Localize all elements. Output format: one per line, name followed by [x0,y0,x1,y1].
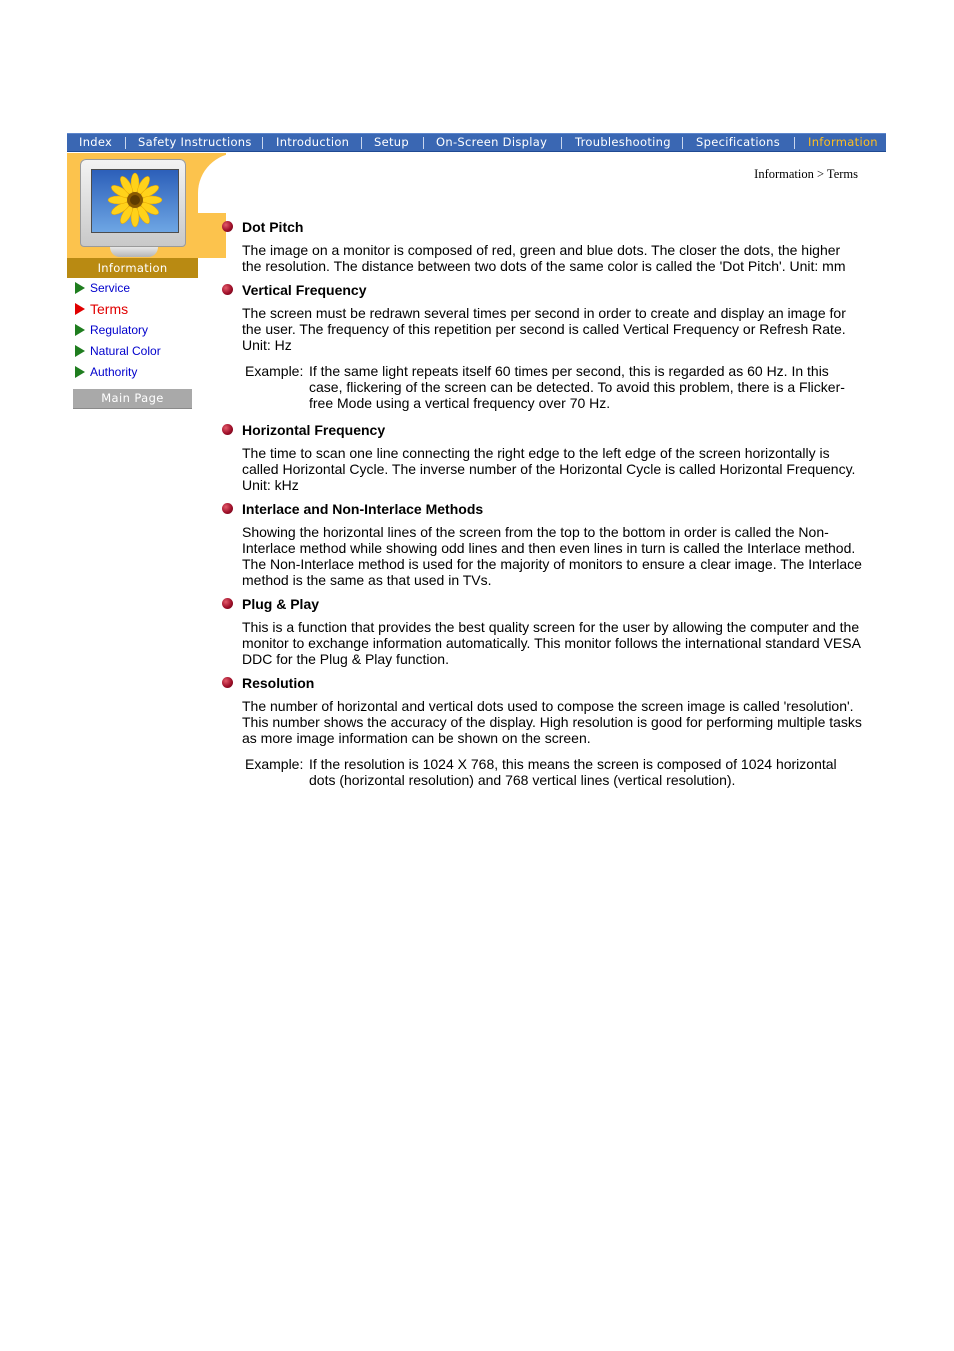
term-heading [222,674,862,692]
sidebar-item-label: Authority [90,365,138,379]
nav-separator [423,137,424,149]
term-heading [222,218,862,236]
nav-item-introduction[interactable]: Introduction [276,135,350,149]
term-description: The number of horizontal and vertical dots used to compose the screen image is called 'resolution'. This number shows the accuracy of the display. High resolution is good for performing multiple tasks as more image information can be shown on the screen. [242,698,862,746]
monitor-stand [110,247,158,257]
nav-item-information[interactable]: Information [808,135,878,149]
red-bullet-icon [222,503,233,514]
nav-separator [262,137,263,149]
sidebar-item-label: Terms [90,301,129,317]
sidebar-section-label: Information [67,258,198,278]
red-bullet-icon [222,221,233,232]
monitor-screen-flower-image [91,169,179,233]
nav-separator [125,137,126,149]
term-section-resolution [222,674,862,788]
term-section-horizontal-frequency [222,421,862,493]
example-text: If the resolution is 1024 X 768, this means the screen is composed of 1024 horizontal dots (horizontal resolution) and 768 vertical lines (vertical resolution). [309,756,837,788]
term-title: Resolution [242,675,315,691]
triangle-arrow-icon [75,366,85,378]
term-section-vertical-frequency [222,281,862,411]
sidebar-item-label: Natural Color [90,344,161,358]
sidebar-item-natural-color[interactable] [75,342,205,363]
term-description: The time to scan one line connecting the right edge to the left edge of the screen horizontally is called Horizontal Cycle. The inverse number of the Horizontal Cycle is called Horizontal Frequency. Unit: kHz [242,445,856,493]
term-section-dot-pitch [222,218,862,274]
example-label: Example: [245,363,304,379]
nav-item-index[interactable]: Index [79,135,113,149]
sidebar-menu [75,279,205,384]
term-heading [222,500,862,518]
triangle-arrow-icon [75,324,85,336]
nav-item-setup[interactable]: Setup [374,135,409,149]
term-description: The image on a monitor is composed of red, green and blue dots. The closer the dots, the higher the resolution. The distance between two dots of the same color is called the 'Dot Pitch'. Unit: mm [242,242,846,274]
term-example [222,363,862,411]
sidebar-item-regulatory[interactable] [75,321,205,342]
example-label: Example: [245,756,304,772]
term-description: The screen must be redrawn several times per second in order to create and display an image for the user. The frequency of this repetition per second is called Vertical Frequency or Refresh Rate. Unit: Hz [242,305,846,353]
nav-separator [361,137,362,149]
main-page-button[interactable]: Main Page [73,389,192,409]
term-heading [222,421,862,439]
red-bullet-icon [222,284,233,295]
red-bullet-icon [222,424,233,435]
red-bullet-icon [222,677,233,688]
nav-separator [561,137,562,149]
nav-item-troubleshooting[interactable]: Troubleshooting [575,135,671,149]
nav-item-on-screen-display[interactable]: On-Screen Display [436,135,548,149]
term-heading [222,281,862,299]
term-description: This is a function that provides the best quality screen for the user by allowing the computer and the monitor to exchange information automatically. This monitor follows the international standard VESA DDC for the Plug & Play function. [242,619,861,667]
sidebar-item-label: Regulatory [90,323,149,337]
term-title: Horizontal Frequency [242,422,386,438]
nav-separator [682,137,683,149]
term-title: Interlace and Non-Interlace Methods [242,501,484,517]
nav-separator [794,137,795,149]
triangle-arrow-icon [75,282,85,294]
term-section-plug-and-play [222,595,862,667]
term-description: Showing the horizontal lines of the screen from the top to the bottom in order is called the Non-Interlace method while showing odd lines and then even lines in turn is called the Interlace method. The Non-Interlace method is used for the majority of monitors to ensure a clear image. The Interlace method is the same as that used in TVs. [242,524,862,588]
triangle-arrow-icon [75,303,85,315]
term-title: Vertical Frequency [242,282,367,298]
term-heading [222,595,862,613]
term-title: Plug & Play [242,596,320,612]
sidebar-item-service[interactable] [75,279,205,300]
sunflower-icon [92,170,178,232]
term-section-interlace [222,500,862,588]
sidebar-item-authority[interactable] [75,363,205,384]
sidebar-item-terms[interactable] [75,300,205,321]
triangle-arrow-icon [75,345,85,357]
main-content [222,218,862,798]
breadcrumb: Information > Terms [754,167,858,181]
nav-item-safety-instructions[interactable]: Safety Instructions [138,135,252,149]
term-example [222,756,862,788]
term-title: Dot Pitch [242,219,304,235]
top-nav-bar [67,133,886,152]
example-text: If the same light repeats itself 60 times per second, this is regarded as 60 Hz. In this case, flickering of the screen can be detected. To avoid this problem, there is a Flicker-free Mode using a vertical frequency over 70 Hz. [309,363,845,411]
nav-item-specifications[interactable]: Specifications [696,135,781,149]
sidebar-item-label: Service [90,281,131,295]
red-bullet-icon [222,598,233,609]
